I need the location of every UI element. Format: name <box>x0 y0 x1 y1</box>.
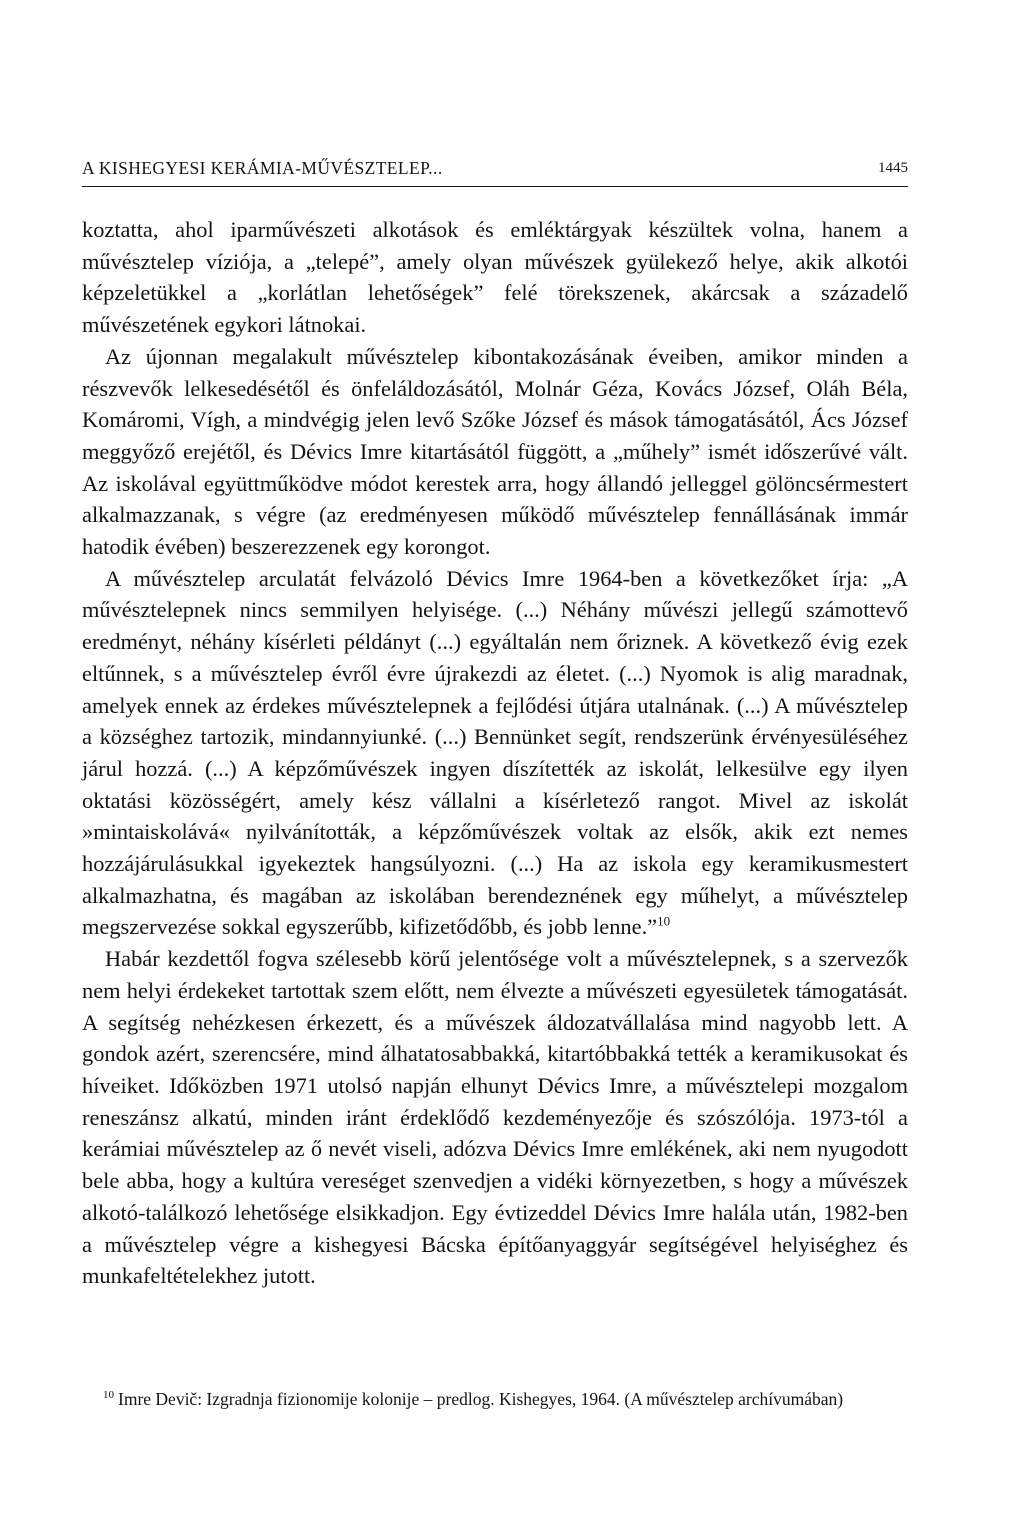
footnote <box>82 1387 908 1413</box>
paragraph-3-quote <box>82 563 908 943</box>
paragraph-1: koztatta, ahol iparművészeti alkotások és emléktárgyak készültek volna, hanem a művésztelep víziója, a „telepé”, amely olyan művészek gyülekező helye, akik alkotói képzeletükkel a „korlátlan lehetőségek” felé törekszenek, akárcsak a századelő művészetének egykori látnokai. <box>82 217 908 338</box>
paragraph-4: Habár kezdettől fogva szélesebb körű jelentősége volt a művésztelepnek, s a szervezők nem helyi érdekeket tartottak szem előtt, nem élvezte a művészeti egyesületek támogatását. A segítség nehézkesen érkezett, és a művészek áldozatvállalása mind nagyobb lett. A gondok azért, szerencsére, mind álhatatosabbakká, kitartóbbakká tették a keramikusokat és híveiket. Időközben 1971 utolsó napján elhunyt Dévics Imre, a művésztelepi mozgalom reneszánsz alkatú, minden iránt érdeklődő kezdeményezője és szószólója. 1973-tól a kerámiai művésztelep az ő nevét viseli, adózva Dévics Imre emlékének, aki nem nyugodott bele abba, hogy a kultúra vereséget szenvedjen a vidéki környezetben, s hogy a művészek alkotó-találkozó lehetősége elsikkadjon. Egy évtizeddel Dévics Imre halála után, 1982-ben a művésztelep végre a kishegyesi Bácska építőanyaggyár segítségével helyiséghez és munkafeltételekhez jutott. <box>82 946 908 1289</box>
footnote-number: 10 <box>103 1389 114 1402</box>
running-header <box>82 156 908 187</box>
paragraph-2: Az újonnan megalakult művésztelep kibontakozásának éveiben, amikor minden a részvevők lelkesedésétől és önfeláldozásától, Molnár Géza, Kovács József, Oláh Béla, Komáromi, Vígh, a mindvégig jelen levő Szőke József és mások támogatásától, Ács József meggyőző erejétől, és Dévics Imre kitartásától függött, a „műhely” ismét időszerűvé vált. Az iskolával együttműködve módot kerestek arra, hogy állandó jelleggel gölöncsérmestert alkalmazzanak, s végre (az eredményesen működő művésztelep fennállásának immár hatodik évében) beszerezzenek egy korongot. <box>82 343 908 560</box>
paragraph-3-text: A művésztelep arculatát felvázoló Dévics Imre 1964-ben a következőket írja: „A művésztelepnek nincs semmilyen helyisége. (...) Néhány művészi jellegű számottevő eredményt, néhány kísérleti példányt (...) egyáltalán nem őriznek. A következő évig ezek eltűnnek, s a művésztelep évről évre újrakezdi az életet. (...) Nyomok is alig maradnak, amelyek ennek az érdekes művésztelepnek a fejlődési útjára utalnának. (...) A művésztelep a községhez tartozik, mindannyiunké. (...) Bennünket segít, rendszerünk érvényesüléséhez járul hozzá. (...) A képzőművészek ingyen díszítették az iskolát, lelkesülve egy ilyen oktatási közösségért, amely kész vállalni a kísérletező rangot. Mivel az iskolát »mintaiskolává« nyilvánították, a képzőművészek voltak az elsők, akik ezt nemes hozzájárulásukkal igyekeztek hangsúlyozni. (...) Ha az iskola egy keramikusmestert alkalmazhatna, és magában az iskolában berendeznének egy műhelyt, a művésztelep megszervezése sokkal egyszerűbb, kifizetődőbb, és jobb lenne.” <box>82 565 908 940</box>
body-text <box>82 214 908 1292</box>
page-number: 1445 <box>878 160 908 176</box>
footnote-text: Imre Devič: Izgradnja fizionomije kolonije – predlog. Kishegyes, 1964. (A művésztelep archívumában) <box>118 1389 844 1409</box>
running-title: A KISHEGYESI KERÁMIA-MŰVÉSZTELEP... <box>82 158 443 178</box>
footnote-reference: 10 <box>657 914 671 929</box>
